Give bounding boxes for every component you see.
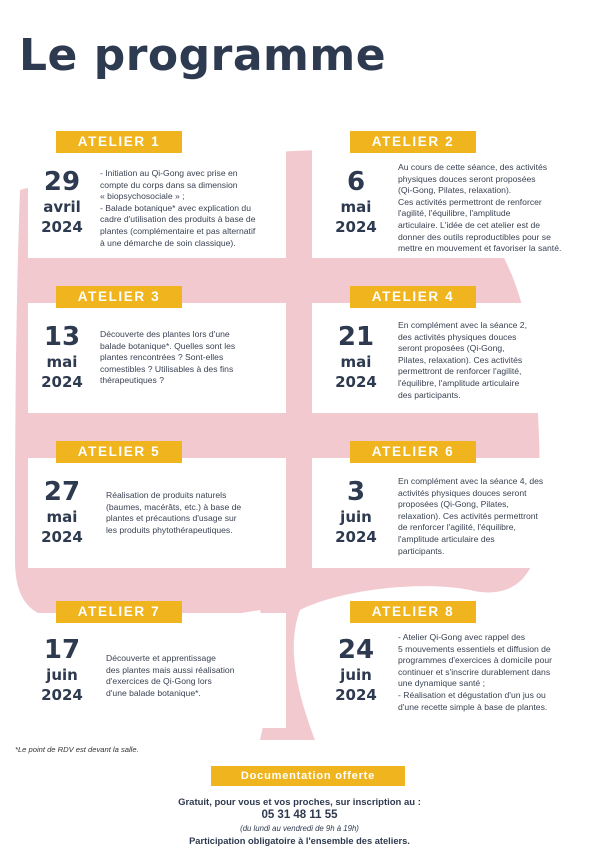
date-day: 27: [43, 477, 81, 507]
footer-hours: (du lundi au vendredi de 9h à 19h): [240, 824, 359, 833]
atelier-badge: ATELIER 7: [56, 601, 182, 623]
documentation-badge: Documentation offerte: [211, 766, 405, 786]
date-day: 6: [346, 167, 366, 197]
date-month: mai: [46, 508, 78, 526]
footer-participation: Participation obligatoire à l'ensemble des ateliers.: [189, 836, 410, 846]
date-day: 17: [43, 635, 81, 665]
atelier-date: [30, 636, 94, 705]
atelier-date: [30, 323, 94, 392]
atelier-description: Au cours de cette séance, des activités physiques douces seront proposées (Qi-Gong, Pilates, relaxation). Ces activités permettront de renforcer l'agilité, l'équilibre, l'amplitude articulaire. L'idée de cet atelier est de donner des outils reproductibles pour se mettre en mouvement et favoriser la santé.: [398, 162, 562, 254]
date-year: 2024: [335, 528, 377, 546]
atelier-date: [324, 168, 388, 237]
atelier-date: [30, 478, 94, 547]
atelier-description: Découverte des plantes lors d'une balade botanique*. Quelles sont les plantes rencontrées ? Sont-elles comestibles ? Utilisables à des fins thérapeutiques ?: [100, 329, 236, 386]
date-year: 2024: [335, 218, 377, 236]
atelier-description: Découverte et apprentissage des plantes mais aussi réalisation d'exercices de Qi-Gong lors d'une balade botanique*.: [106, 653, 235, 698]
atelier-date: [324, 478, 388, 547]
date-month: avril: [43, 198, 81, 216]
date-month: juin: [46, 666, 78, 684]
atelier-description: En complément avec la séance 4, des activités physiques douces seront proposées (Qi-Gong, Pilates, relaxation). Ces activités permettront de renforcer l'agilité, l'équilibre, l'amplitude articulaire des participants.: [398, 476, 544, 556]
date-month: mai: [340, 353, 372, 371]
footer-phone: 05 31 48 11 55: [261, 809, 338, 821]
date-year: 2024: [41, 218, 83, 236]
date-month: mai: [46, 353, 78, 371]
atelier-badge: ATELIER 8: [350, 601, 476, 623]
atelier-date: [324, 636, 388, 705]
atelier-badge: ATELIER 6: [350, 441, 476, 463]
atelier-badge: ATELIER 5: [56, 441, 182, 463]
atelier-description: - Initiation au Qi-Gong avec prise en compte du corps dans sa dimension « biopsychosociale » ; - Balade botanique* avec explication du cadre d'utilisation des produits à base de plantes (complémentaire et pas alternatif à une démarche de soin classique).: [100, 168, 256, 248]
date-year: 2024: [41, 528, 83, 546]
date-year: 2024: [41, 373, 83, 391]
atelier-date: [30, 168, 94, 237]
date-year: 2024: [335, 373, 377, 391]
footer-registration-text: Gratuit, pour vous et vos proches, sur inscription au :: [178, 797, 421, 808]
date-day: 24: [337, 635, 375, 665]
page-title: Le programme: [19, 30, 387, 81]
date-month: juin: [340, 666, 372, 684]
atelier-badge: ATELIER 4: [350, 286, 476, 308]
date-day: 3: [346, 477, 366, 507]
atelier-description: En complément avec la séance 2, des activités physiques douces seront proposées (Qi-Gong, Pilates, relaxation). Ces activités permettront de renforcer l'agilité, l'équilibre, l'amplitude articulaire des participants.: [398, 320, 527, 400]
date-day: 29: [43, 167, 81, 197]
date-day: 13: [43, 322, 81, 352]
date-day: 21: [337, 322, 375, 352]
atelier-badge: ATELIER 3: [56, 286, 182, 308]
meeting-point-note: *Le point de RDV est devant la salle.: [15, 745, 139, 754]
atelier-date: [324, 323, 388, 392]
date-month: mai: [340, 198, 372, 216]
atelier-description: - Atelier Qi-Gong avec rappel des 5 mouvements essentiels et diffusion de programmes d'exercices à domicile pour continuer et s'inscrire durablement dans une dynamique santé ; - Réalisation et dégustation d'un jus ou d'une recette simple à base de plantes.: [398, 632, 553, 712]
atelier-badge: ATELIER 2: [350, 131, 476, 153]
atelier-description: Réalisation de produits naturels (baumes, macérâts, etc.) à base de plantes et précautions d'usage sur les produits phytothérapeutiques.: [106, 490, 242, 535]
date-month: juin: [340, 508, 372, 526]
date-year: 2024: [41, 686, 83, 704]
date-year: 2024: [335, 686, 377, 704]
atelier-badge: ATELIER 1: [56, 131, 182, 153]
